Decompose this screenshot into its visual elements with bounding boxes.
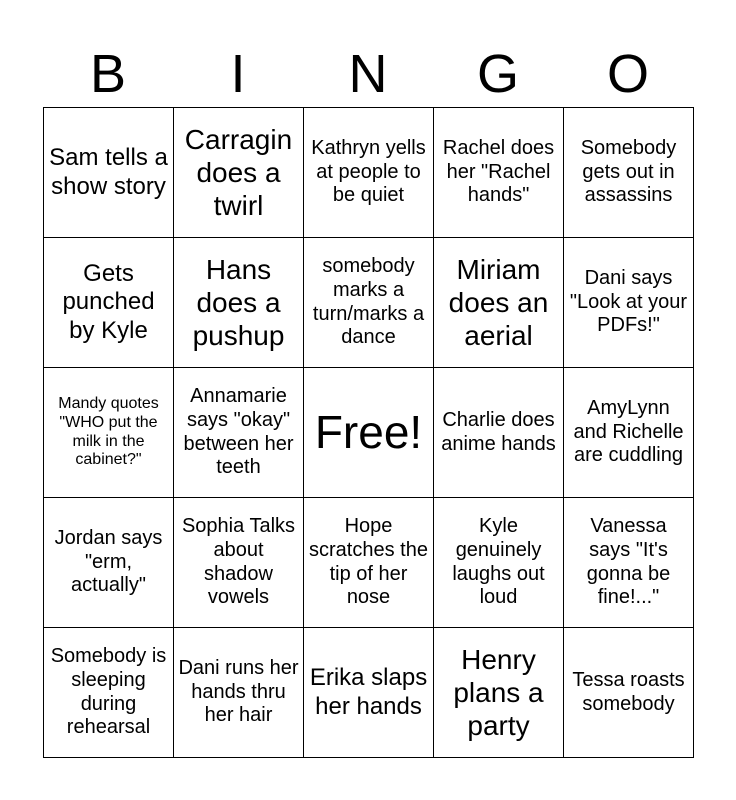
bingo-cell[interactable]: Kathryn yells at people to be quiet xyxy=(304,108,434,238)
bingo-row xyxy=(44,368,694,498)
bingo-cell[interactable]: Sam tells a show story xyxy=(44,108,174,238)
bingo-cell[interactable]: Gets punched by Kyle xyxy=(44,238,174,368)
header-letter-b: B xyxy=(89,44,127,104)
bingo-cell[interactable]: somebody marks a turn/marks a dance xyxy=(304,238,434,368)
header-letter-i: I xyxy=(230,44,246,104)
bingo-cell[interactable]: Dani says "Look at your PDFs!" xyxy=(564,238,694,368)
bingo-cell[interactable]: Hope scratches the tip of her nose xyxy=(304,498,434,628)
bingo-row xyxy=(44,108,694,238)
free-cell[interactable]: Free! xyxy=(304,368,434,498)
header-letter-o: O xyxy=(606,44,649,104)
header-letter-n: N xyxy=(348,44,388,104)
bingo-cell[interactable]: Erika slaps her hands xyxy=(304,628,434,758)
bingo-cell[interactable]: Mandy quotes "WHO put the milk in the cabinet?" xyxy=(44,368,174,498)
bingo-cell[interactable]: Hans does a pushup xyxy=(174,238,304,368)
bingo-cell[interactable]: Miriam does an aerial xyxy=(434,238,564,368)
bingo-cell[interactable]: Somebody gets out in assassins xyxy=(564,108,694,238)
bingo-row xyxy=(44,628,694,758)
bingo-cell[interactable]: Somebody is sleeping during rehearsal xyxy=(44,628,174,758)
bingo-header xyxy=(43,44,693,104)
bingo-cell[interactable]: Rachel does her "Rachel hands" xyxy=(434,108,564,238)
bingo-row xyxy=(44,498,694,628)
bingo-cell[interactable]: Dani runs her hands thru her hair xyxy=(174,628,304,758)
bingo-cell[interactable]: Annamarie says "okay" between her teeth xyxy=(174,368,304,498)
bingo-cell[interactable]: Charlie does anime hands xyxy=(434,368,564,498)
bingo-row xyxy=(44,238,694,368)
bingo-cell[interactable]: Tessa roasts somebody xyxy=(564,628,694,758)
bingo-cell[interactable]: Carragin does a twirl xyxy=(174,108,304,238)
bingo-cell[interactable]: Jordan says "erm, actually" xyxy=(44,498,174,628)
bingo-grid xyxy=(43,107,694,758)
bingo-cell[interactable]: Vanessa says "It's gonna be fine!..." xyxy=(564,498,694,628)
bingo-cell[interactable]: Sophia Talks about shadow vowels xyxy=(174,498,304,628)
header-letter-g: G xyxy=(476,44,519,104)
bingo-cell[interactable]: AmyLynn and Richelle are cuddling xyxy=(564,368,694,498)
bingo-cell[interactable]: Kyle genuinely laughs out loud xyxy=(434,498,564,628)
bingo-cell[interactable]: Henry plans a party xyxy=(434,628,564,758)
